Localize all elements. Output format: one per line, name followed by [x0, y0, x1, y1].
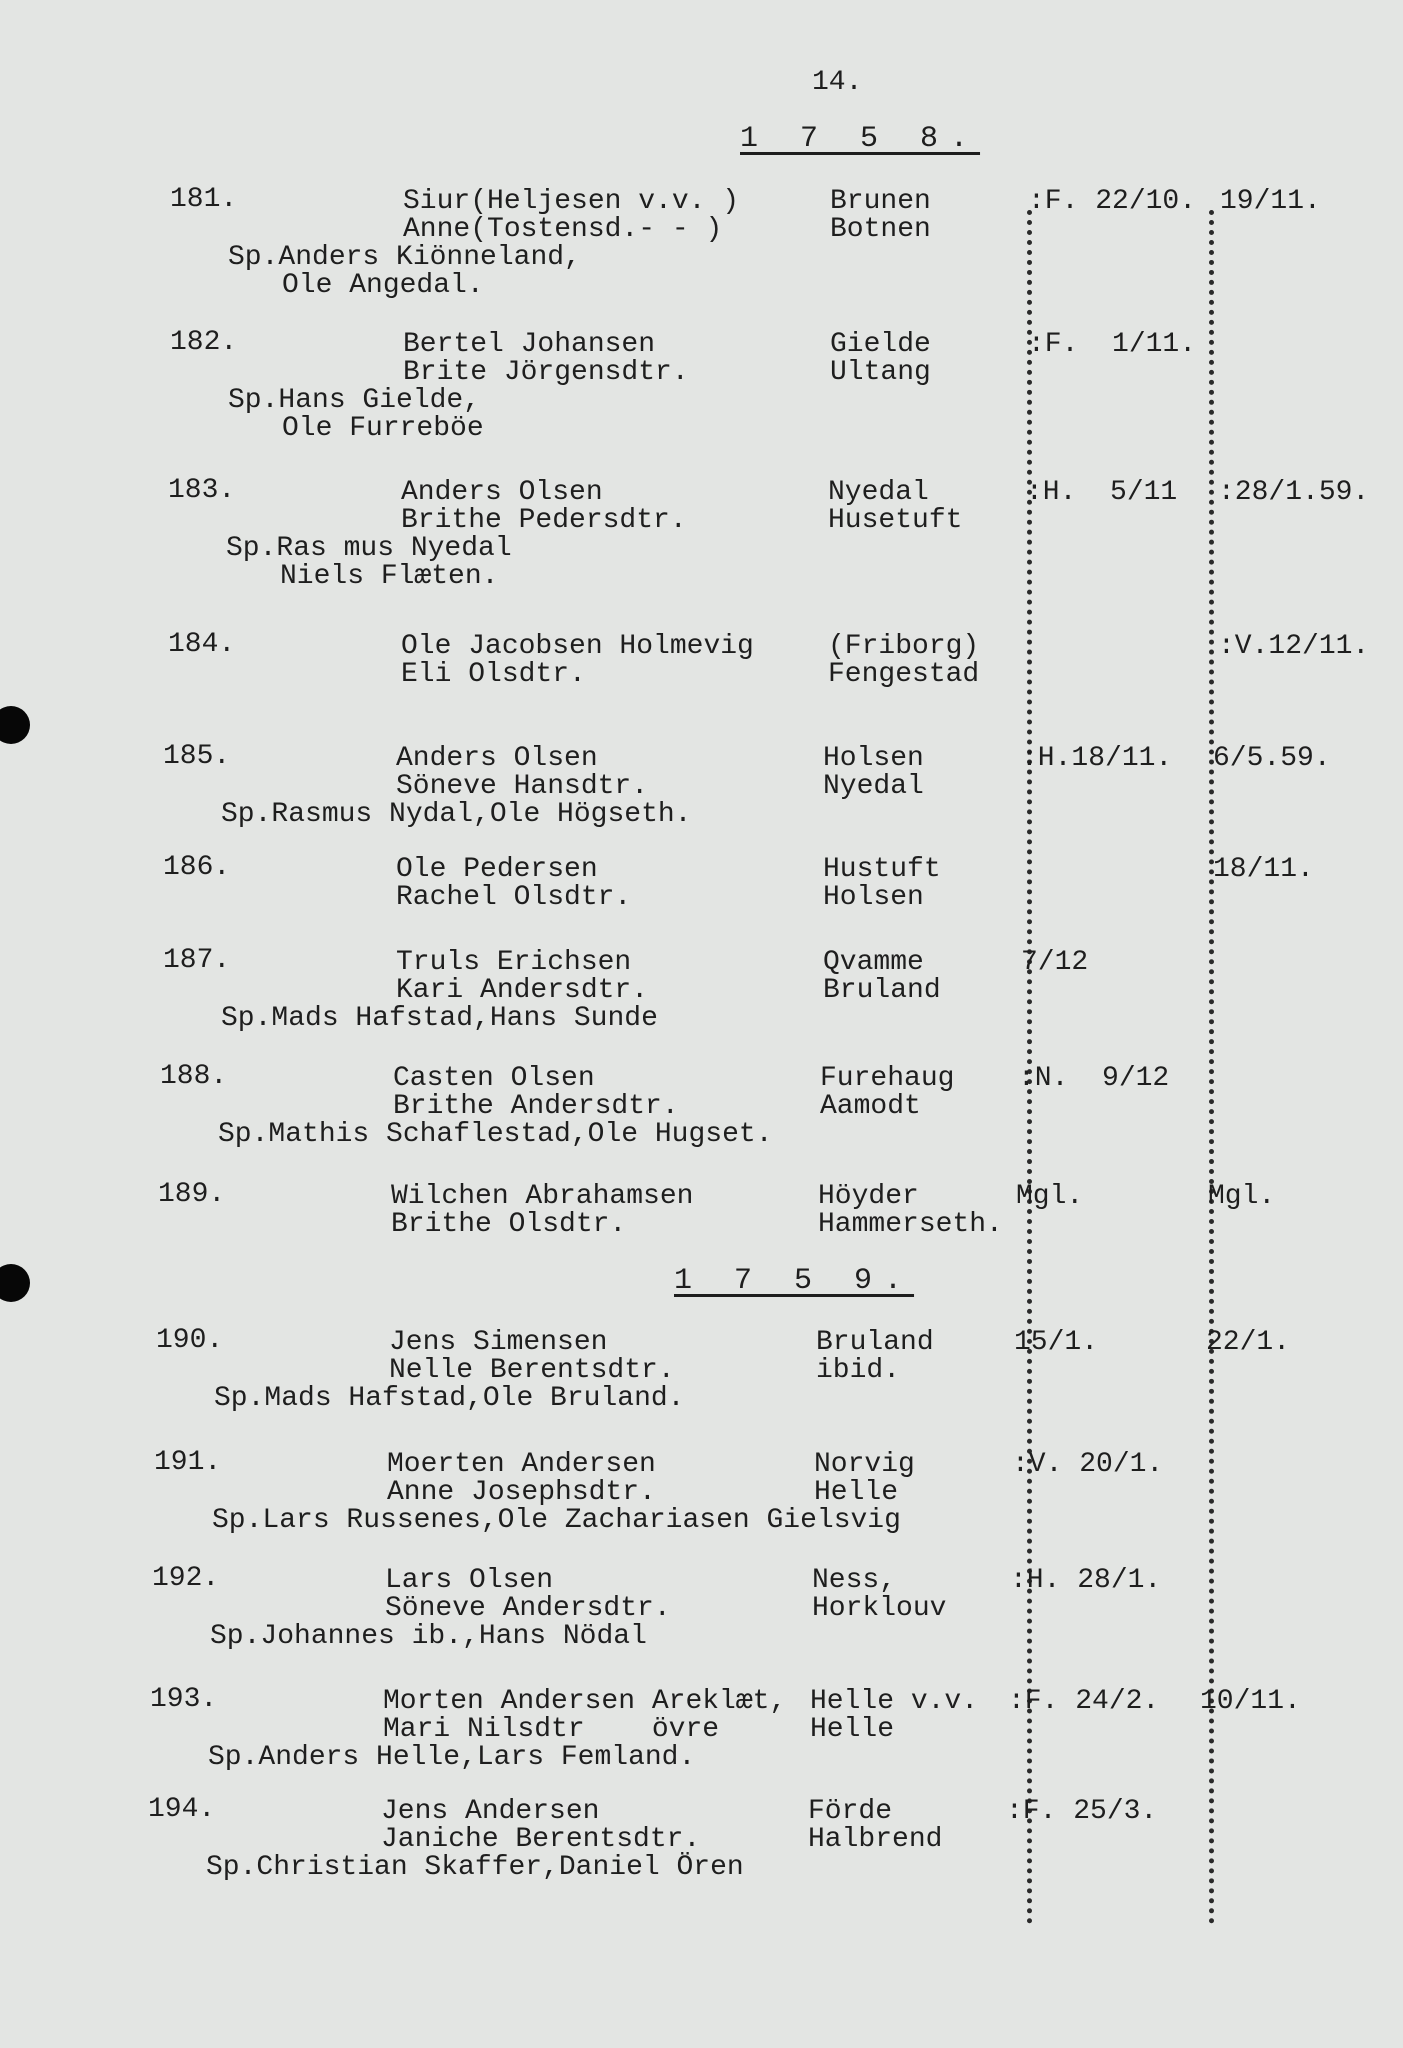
date-marriage: :F. 22/10. — [1028, 186, 1197, 217]
sponsors-line-1: Sp.Mads Hafstad,Hans Sunde — [221, 1003, 658, 1034]
date-other: :V.12/11. — [1218, 631, 1370, 662]
sponsors-line-1: Sp.Anders Kiönneland, — [228, 242, 581, 273]
sponsors-line-1: Sp.Johannes ib.,Hans Nödal — [210, 1621, 647, 1652]
date-other: Mgl. — [1208, 1181, 1276, 1212]
bride-name: Mari Nilsdtr övre — [383, 1714, 720, 1745]
date-other: 6/5.59. — [1213, 743, 1331, 774]
place-2: Helle — [814, 1477, 899, 1508]
bride-name: Kari Andersdtr. — [396, 975, 649, 1006]
sponsors-line-1: Sp.Christian Skaffer,Daniel Ören — [206, 1852, 744, 1883]
groom-name: Jens Andersen — [381, 1796, 600, 1827]
sponsors-line-2: Ole Angedal. — [282, 270, 484, 301]
bride-name: Eli Olsdtr. — [401, 659, 586, 690]
groom-name: Morten Andersen Areklæt, — [383, 1686, 787, 1717]
entry-number: 189. — [158, 1179, 226, 1210]
date-other: :28/1.59. — [1218, 477, 1370, 508]
bride-name: Söneve Andersdtr. — [385, 1593, 671, 1624]
sponsors-line-1: Sp.Mads Hafstad,Ole Bruland. — [214, 1383, 685, 1414]
groom-name: Moerten Andersen — [387, 1449, 656, 1480]
entry-number: 191. — [154, 1447, 222, 1478]
date-marriage: :F. 24/2. — [1008, 1686, 1160, 1717]
groom-name: Lars Olsen — [385, 1565, 554, 1596]
punch-hole-bottom — [0, 1264, 30, 1302]
place-1: Nyedal — [828, 477, 929, 508]
place-1: Bruland — [816, 1327, 934, 1358]
place-1: Helle v.v. — [810, 1686, 979, 1717]
sponsors-line-1: Sp.Ras mus Nyedal — [226, 533, 512, 564]
groom-name: Bertel Johansen — [403, 329, 656, 360]
place-1: Brunen — [830, 186, 931, 217]
page-number: 14. — [812, 67, 863, 98]
place-2: Hammerseth. — [818, 1209, 1003, 1240]
groom-name: Siur(Heljesen v.v. ) — [403, 186, 740, 217]
entry-number: 190. — [156, 1325, 224, 1356]
place-1: Ness, — [812, 1565, 897, 1596]
groom-name: Truls Erichsen — [396, 947, 632, 978]
place-2: Husetuft — [828, 505, 963, 536]
place-2: Aamodt — [820, 1091, 921, 1122]
place-1: Holsen — [823, 743, 924, 774]
place-1: Hustuft — [823, 854, 941, 885]
entry-number: 181. — [170, 184, 238, 215]
sponsors-line-1: Sp.Hans Gielde, — [228, 385, 481, 416]
date-marriage: :H.18/11. — [1021, 743, 1173, 774]
groom-name: Wilchen Abrahamsen — [391, 1181, 694, 1212]
place-2: Horklouv — [812, 1593, 947, 1624]
date-marriage: :V. 20/1. — [1012, 1449, 1164, 1480]
sponsors-line-1: Sp.Mathis Schaflestad,Ole Hugset. — [218, 1119, 773, 1150]
year-heading-1758: 1 7 5 8. — [740, 122, 981, 156]
punch-hole-top — [0, 706, 30, 744]
place-1: Gielde — [830, 329, 931, 360]
bride-name: Rachel Olsdtr. — [396, 882, 632, 913]
sponsors-line-1: Sp.Rasmus Nydal,Ole Högseth. — [221, 799, 692, 830]
place-1: Furehaug — [820, 1063, 955, 1094]
bride-name: Brithe Olsdtr. — [391, 1209, 627, 1240]
entry-number: 188. — [160, 1061, 228, 1092]
groom-name: Anders Olsen — [401, 477, 603, 508]
entry-number: 184. — [168, 629, 236, 660]
place-2: Bruland — [823, 975, 941, 1006]
place-1: Förde — [808, 1796, 893, 1827]
groom-name: Jens Simensen — [389, 1327, 608, 1358]
date-marriage: :H. 28/1. — [1010, 1565, 1162, 1596]
date-marriage: :N. 9/12 — [1018, 1063, 1170, 1094]
bride-name: Nelle Berentsdtr. — [389, 1355, 675, 1386]
date-marriage: Mgl. — [1016, 1181, 1084, 1212]
place-2: Helle — [810, 1714, 895, 1745]
entry-number: 193. — [150, 1684, 218, 1715]
entry-number: 187. — [163, 945, 231, 976]
entry-number: 186. — [163, 852, 231, 883]
sponsors-line-2: Niels Flæten. — [280, 561, 499, 592]
date-other: 18/11. — [1213, 854, 1314, 885]
year-heading-1759: 1 7 5 9. — [674, 1264, 915, 1298]
place-2: Holsen — [823, 882, 924, 913]
bride-name: Brithe Andersdtr. — [393, 1091, 679, 1122]
date-marriage: 7/12 — [1021, 947, 1089, 978]
bride-name: Brithe Pedersdtr. — [401, 505, 687, 536]
place-2: ibid. — [816, 1355, 901, 1386]
groom-name: Ole Pedersen — [396, 854, 598, 885]
bride-name: Brite Jörgensdtr. — [403, 357, 689, 388]
date-other: 10/11. — [1200, 1686, 1301, 1717]
place-1: Höyder — [818, 1181, 919, 1212]
groom-name: Anders Olsen — [396, 743, 598, 774]
date-marriage: :H. 5/11 — [1026, 477, 1178, 508]
bride-name: Anne(Tostensd.- - ) — [403, 214, 723, 245]
entry-number: 182. — [170, 327, 238, 358]
sponsors-line-1: Sp.Anders Helle,Lars Femland. — [208, 1742, 696, 1773]
column-divider-2 — [1209, 210, 1214, 1925]
sponsors-line-1: Sp.Lars Russenes,Ole Zachariasen Gielsvig — [212, 1505, 901, 1536]
place-2: Ultang — [830, 357, 931, 388]
date-marriage: :F. 25/3. — [1006, 1796, 1158, 1827]
place-1: Qvamme — [823, 947, 924, 978]
place-2: Halbrend — [808, 1824, 943, 1855]
place-2: Botnen — [830, 214, 931, 245]
date-other: 19/11. — [1220, 186, 1321, 217]
groom-name: Casten Olsen — [393, 1063, 595, 1094]
entry-number: 194. — [148, 1794, 216, 1825]
date-marriage: 15/1. — [1014, 1327, 1099, 1358]
place-1: (Friborg) — [828, 631, 980, 662]
entry-number: 185. — [163, 741, 231, 772]
entry-number: 192. — [152, 1563, 220, 1594]
place-2: Nyedal — [823, 771, 924, 802]
bride-name: Janiche Berentsdtr. — [381, 1824, 701, 1855]
bride-name: Anne Josephsdtr. — [387, 1477, 656, 1508]
sponsors-line-2: Ole Furreböe — [282, 413, 484, 444]
date-marriage: :F. 1/11. — [1028, 329, 1197, 360]
place-2: Fengestad — [828, 659, 980, 690]
place-1: Norvig — [814, 1449, 915, 1480]
entry-number: 183. — [168, 475, 236, 506]
bride-name: Söneve Hansdtr. — [396, 771, 649, 802]
date-other: 22/1. — [1206, 1327, 1291, 1358]
groom-name: Ole Jacobsen Holmevig — [401, 631, 754, 662]
